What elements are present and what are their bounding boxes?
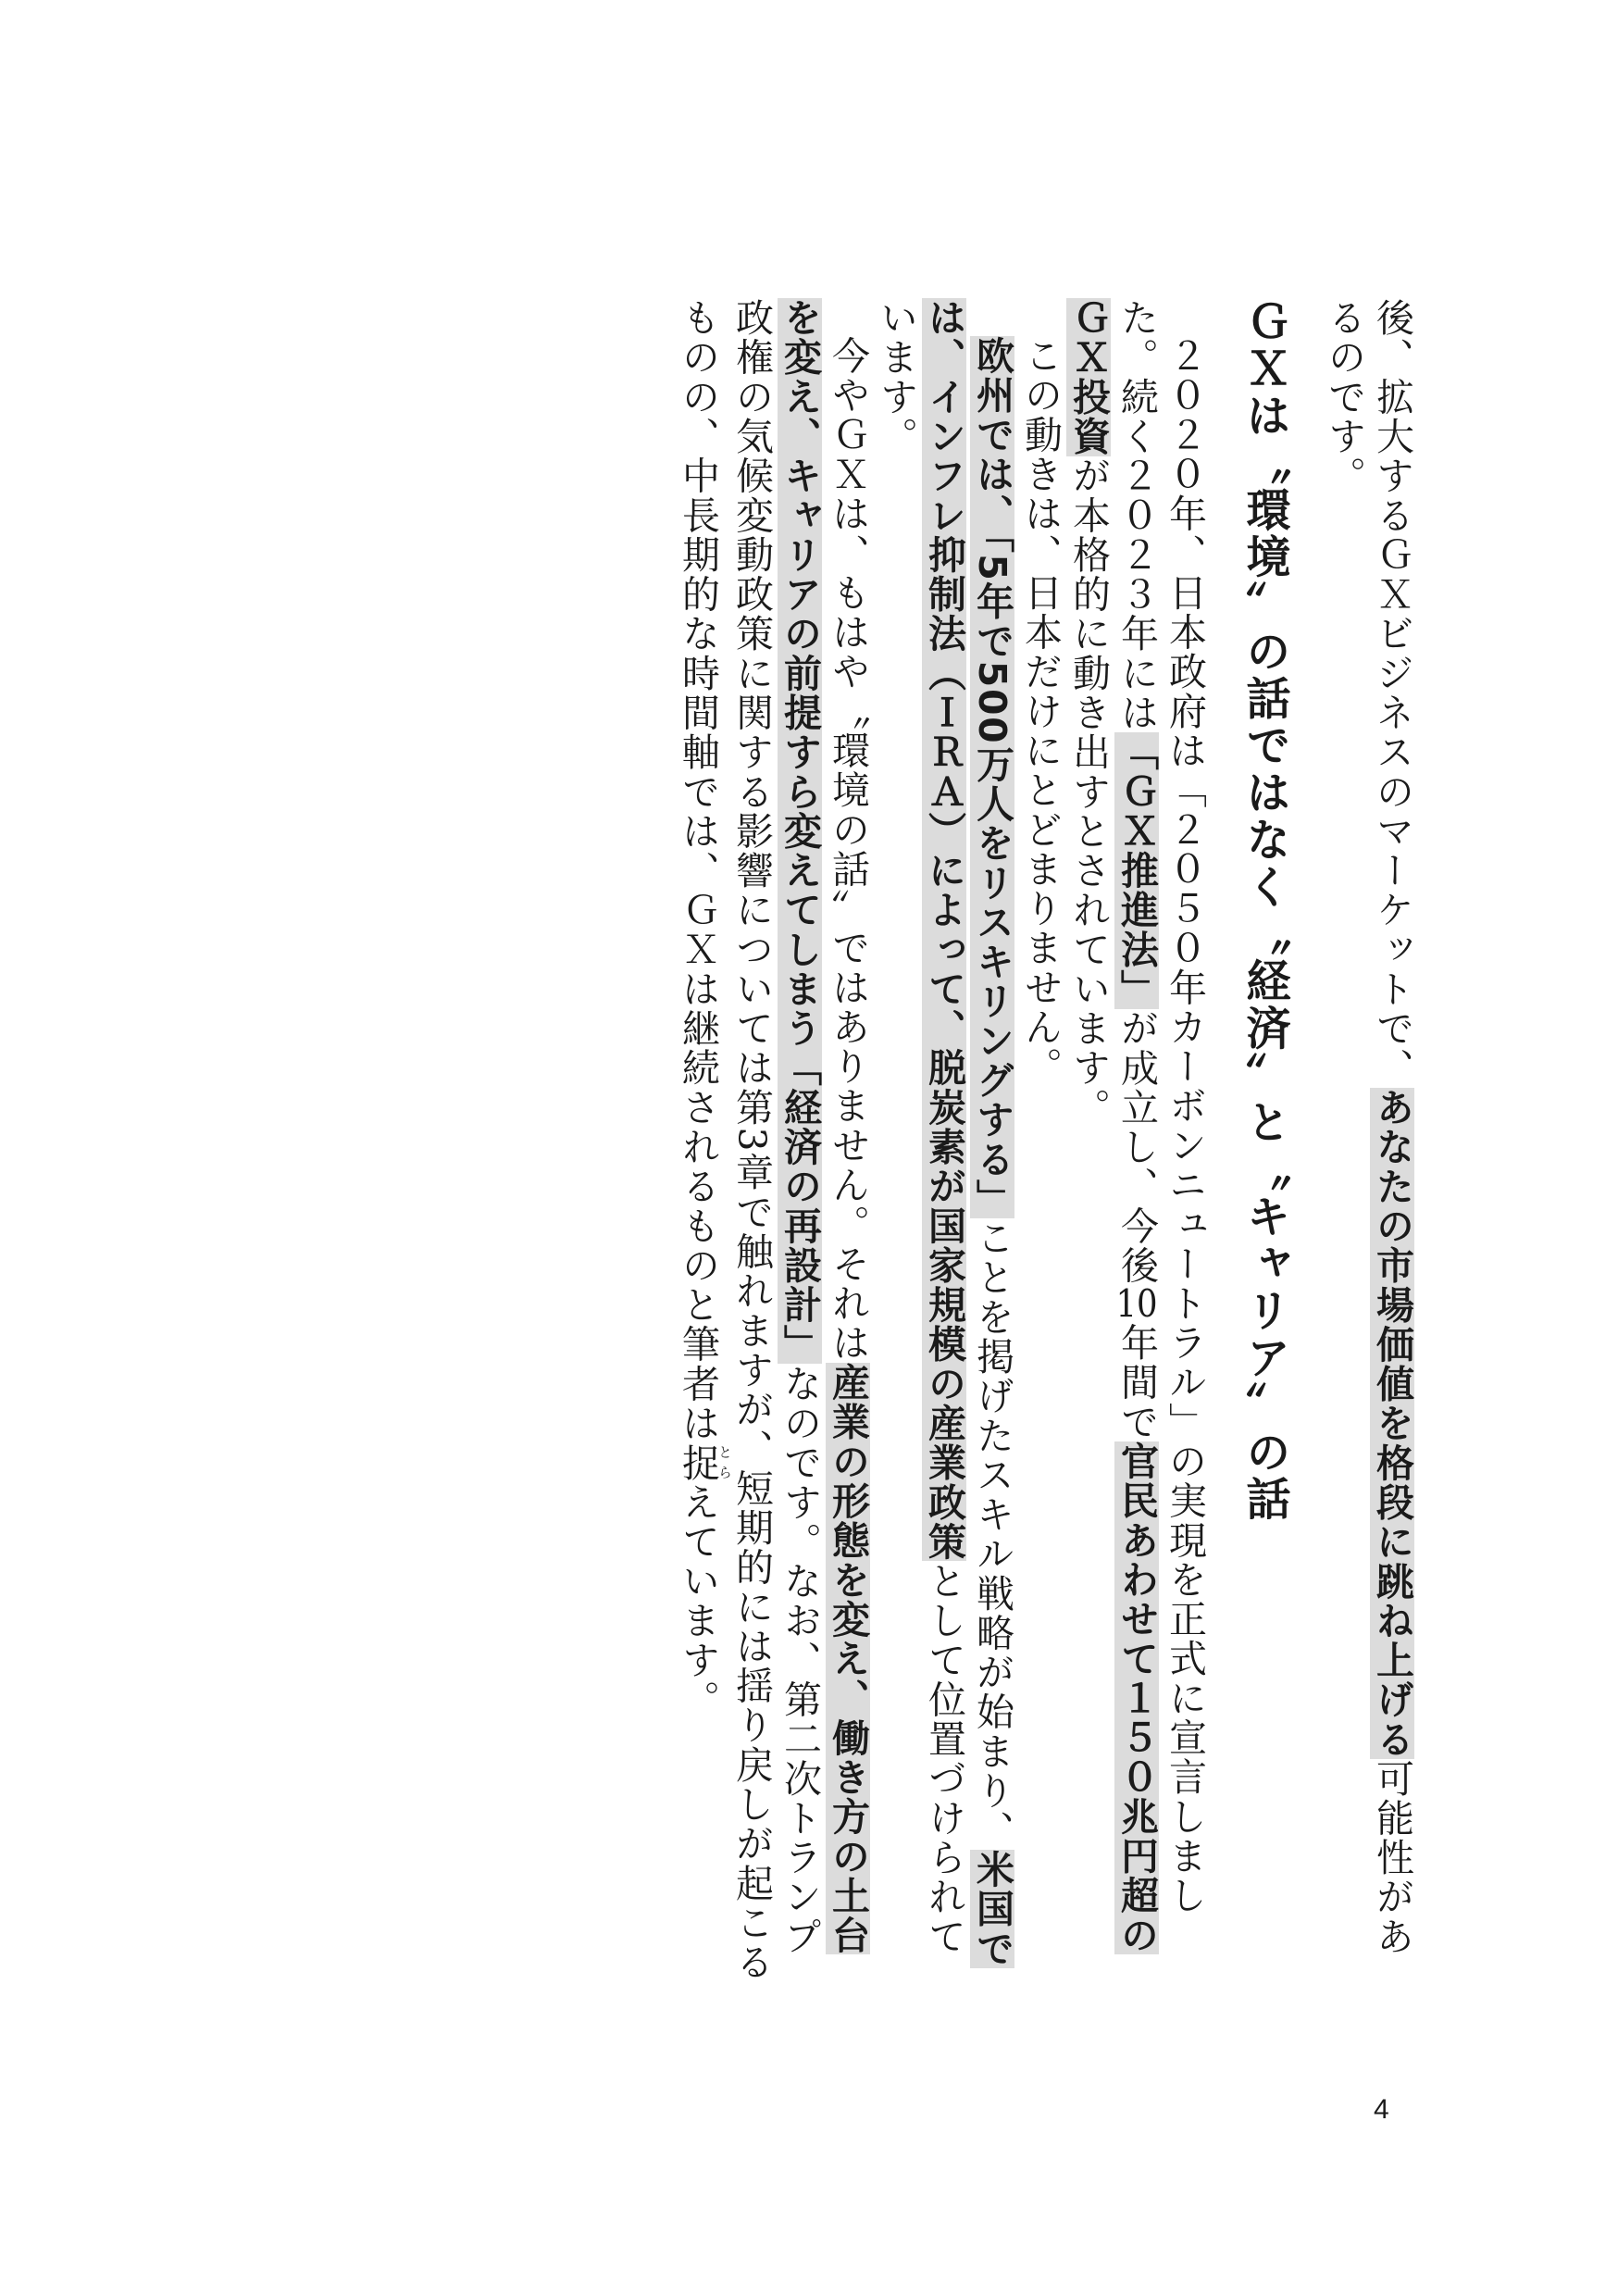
highlight: あなたの市場価値を格段に跳ね上げる: [1370, 1087, 1414, 1759]
paragraph-continuation: 後、拡大するＧＸビジネスのマーケットで、あなたの市場価値を格段に跳ね上げる可能性があるのです。: [1322, 298, 1414, 1956]
highlight: 官民あわせて１５０兆円超のＧＸ投資: [1066, 298, 1159, 1955]
paragraph: 欧州では、「5年で500万人をリスキリングする」ことを掲げたスキル戦略が始まり、米国では、インフレ抑制法（ＩＲＡ）によって、脱炭素が国家規模の産業政策として位置づけられています。: [874, 298, 1014, 1969]
paragraph: この動きは、日本だけにとどまりません。: [1018, 336, 1063, 1087]
highlight: 「ＧＸ推進法」: [1114, 732, 1159, 1009]
paragraph: ２０２０年、日本政府は「２０５０年カーボンニュートラル」の実現を正式に宣言しました。続く２０２３年には「ＧＸ推進法」が成立し、今後10年間で官民あわせて１５０兆円超のＧＸ投資が本格的に動き出すとされています。: [1066, 298, 1207, 1955]
page-number: 4: [1374, 2094, 1389, 2125]
highlight: 米国では、インフレ抑制法（ＩＲＡ）によって、脱炭素が国家規模の産業政策: [922, 298, 1014, 1969]
highlight: 欧州では、「5年で500万人をリスキリングする」: [970, 336, 1014, 1218]
tate-chu-yoko-number: 10: [1115, 1285, 1158, 1324]
paragraph: 今やＧＸは、もはや〝環境の話〟ではありません。それは産業の形態を変え、働き方の土台を変え、キャリアの前提すら変えてしまう「経済の再設計」なのです。なお、第二次トランプ政権の気候変動政策に関する影響については第3章で触れますが、短期的には揺り戻しが起こるものの、中長期的な時間軸では、ＧＸは継続されるものと筆者は捉とらえています。: [676, 298, 870, 1982]
body-text: [278, 298, 1416, 1983]
ruby-annotation: 捉とら: [676, 1442, 733, 1483]
section-heading: ＧＸは〝環境〟の話ではなく〝経済〟と〝キャリア〟の話: [1238, 298, 1290, 1523]
highlight: 産業の形態を変え、働き方の土台を変え、キャリアの前提すら変えてしまう「経済の再設計」: [778, 298, 870, 1955]
